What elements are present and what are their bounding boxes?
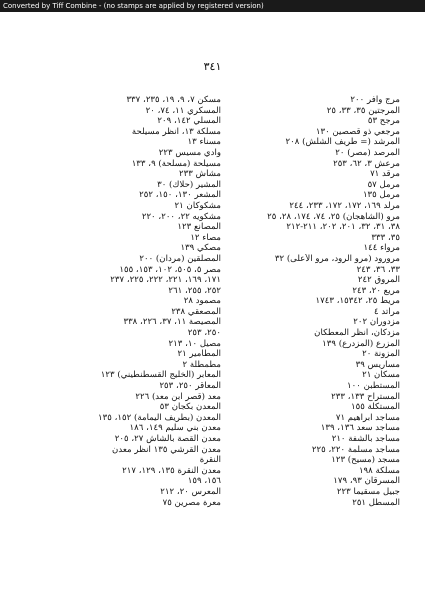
index-entry: المروق ٢٤٢ <box>357 275 400 286</box>
index-entry: مرعش ٣، ٦٢، ٢٥٣ <box>333 158 400 169</box>
index-entry: مرج وافر ٢٠٠ <box>350 95 400 105</box>
index-entry: مسلكة ١٣، انظر مسيلحة <box>131 126 221 137</box>
index-entry: المستطبن ١٠٠ <box>346 381 400 392</box>
index-entry: مسجد (مسيح) ١٢٣ <box>331 455 400 466</box>
index-entry: المزرع (المزدرع) ١٣٩ <box>322 338 400 349</box>
index-entry: مصيل ١٠، ٢١٣ <box>168 338 221 349</box>
index-entry: مزدوران ٢٠٢ <box>353 317 400 328</box>
index-entry: مساجد بالشفة ٢١٠ <box>331 434 400 444</box>
index-entry: المطامير ٢١ <box>177 349 221 360</box>
index-entry: مرجعي ذو قصصين ١٣٠ <box>315 126 400 137</box>
index-entry: مشكويه ٢٢، ٢٠٠، ٢٢٠ <box>141 211 221 222</box>
index-entry: مسكن ٧، ٩، ١٩، ٢٣٥، ٣٣٧ <box>126 95 221 105</box>
index-entry: النقرة <box>199 455 221 466</box>
index-entry: معدن بني سليم ١٤٩، ١٨٦ <box>129 423 221 434</box>
index-entry: معدن القصة بالشاش ٢٧، ٢٠٥ <box>114 434 221 444</box>
index-entry: مصكي ١٣٩ <box>180 243 221 254</box>
index-entry: مشاش ٢٣٣ <box>179 169 221 180</box>
index-entry: المستكلة ١٥٥ <box>350 402 400 413</box>
index-entry: المشير (حلاك) ٣٠ <box>157 179 221 190</box>
index-entry: ١٧١، ١٦٩، ٢٢١، ٢٢٢، ٢٢٥، ٢٣٧ <box>110 275 221 286</box>
index-entry: مشكوكان ٢١ <box>174 200 221 211</box>
index-entry: المعدن بكجان ٥٣ <box>159 402 221 413</box>
index-entry: مساجد سعد ١٣٦، ١٣٩ <box>320 423 400 434</box>
index-entry: مساريس ٣٩ <box>355 359 400 370</box>
index-entry: المسلي ١٤٢، ٢٠٩ <box>157 116 221 127</box>
index-entry: مراتد ٤ <box>374 306 400 317</box>
index-entry: مرو (الشاهجان) ٢٥، ٧٤، ١٧٤، ٢٨، ٢٥ <box>267 211 400 222</box>
index-entry: المرشد (= طريف الشلش) ٢٠٨ <box>285 137 400 148</box>
index-entry: مصمود ٢٨ <box>183 296 221 307</box>
index-entry: مرمل ١٣٥ <box>362 190 400 201</box>
index-entry: مرجح ٥٣ <box>367 116 400 127</box>
index-entry: معدن القرشي ١٣٥ انظر معدن <box>112 444 221 455</box>
index-entry: ٣٨، ٣١، ٣٢، ٢٠١، ٢٠٢، ٢١١-٢١٢ <box>286 222 400 233</box>
index-entry: مسلكة ١٩٨ <box>358 465 400 476</box>
index-entry: المعرس ٢٠، ٢١٢ <box>160 486 221 497</box>
index-entry: ٢٥٢، ٢٥٥، ٢٦١ <box>168 285 221 296</box>
index-column-right <box>238 95 400 508</box>
index-entry: المعابر (الخليج القسطنطيني) ١٢٣ <box>100 370 221 381</box>
index-entry: المصلقين (مردان) ٢٠٠ <box>139 253 221 264</box>
index-entry: مسكان ٢١ <box>362 370 400 381</box>
page-number: ٣٤١ <box>203 60 222 73</box>
converter-banner: Converted by Tiff Combine - (no stamps are applied by registered version) <box>0 0 425 12</box>
index-entry: مرواء ١٤٤ <box>363 243 400 254</box>
index-entry: ١٥٦، ١٥٩ <box>187 476 221 487</box>
index-entry: المرصد (مصر) ٢٠ <box>335 147 400 158</box>
index-entry: المستراح ١٣٣، ٢٣٣ <box>331 391 400 402</box>
index-column-left <box>56 95 221 508</box>
index-entry: مرلد ١٦٩، ١٧٢، ١٧٢، ٢٣٣، ٢٤٤ <box>289 200 400 211</box>
index-entry: مرقد ٧١ <box>370 169 400 180</box>
index-entry: المصيصة ١١، ٣٧، ٢٢٦، ٣٣٨ <box>123 317 221 328</box>
index-entry: ٣٥، ٣٣٣ <box>371 232 400 243</box>
index-entry: وادي مسيس ٢٢٣ <box>158 147 221 158</box>
index-entry: مريط ٢٥، ١٥٣٤٢، ١٧٤٣ <box>315 296 400 307</box>
index-entry: جبيل مسقيما ٢٢٣ <box>336 486 400 497</box>
index-entry: المعدن (بطريف اليمامة) ١٥٢، ١٣٥ <box>98 412 221 423</box>
index-entry: المعاقر ٢٥٠، ٢٥٣ <box>159 381 221 392</box>
index-entry: المسرقان ٩٣، ١٧٩ <box>333 476 400 487</box>
index-entry: ٢٥٠، ٢٥٣ <box>187 328 221 339</box>
index-entry: مسيلحة (مسلحة) ٩، ١٣٣ <box>131 158 221 169</box>
index-entry: مسناء ١٣ <box>187 137 221 148</box>
index-entry: مساجد مسلمة ٢٢٠، ٢٢٥ <box>311 444 400 455</box>
index-entry: مساجد ابراهيم ٧١ <box>335 412 400 423</box>
index-entry: المرجتين ٣٥، ٣٣، ٢٥ <box>326 105 400 116</box>
index-entry: مزدكان، انظر المعطكان <box>314 328 400 339</box>
index-entry: مرورود (مرو الرود، مرو الأعلى) ٣٢ <box>274 253 400 264</box>
index-entry: معدن النقرة ١٣٥، ١٢٩، ٢١٧ <box>122 465 221 476</box>
index-entry: معد (قصر ابن معد) ٢٢٦ <box>135 391 221 402</box>
index-entry: مرمل ٥٧ <box>367 179 400 190</box>
index-entry: المشعر ١٣٠، ١٥٠، ٢٥٢ <box>139 190 221 201</box>
index-entry: مصر ٥، ٥٠٥، ١٠٢، ١٥٣، ١٥٥ <box>119 264 221 275</box>
index-entry: ٣٣، ٣٦، ٢٤٣ <box>356 264 400 275</box>
index-entry: المزونة ٢٠ <box>362 349 400 360</box>
index-entry: المصعقي ٢٣٨ <box>171 306 221 317</box>
index-entry: مريع ٢٠، ٢٤٣ <box>352 285 400 296</box>
index-entry: مطمطلة ٢ <box>182 359 221 370</box>
index-entry: معرة مصرين ٧٥ <box>162 497 221 508</box>
index-entry: المصانع ١٢٣ <box>177 222 221 233</box>
index-entry: المسكري ١١، ٧٤، ٢٠ <box>145 105 221 116</box>
index-entry: المسطل ٢٥١ <box>352 497 400 508</box>
index-entry: مصاء ١٢ <box>190 232 221 243</box>
